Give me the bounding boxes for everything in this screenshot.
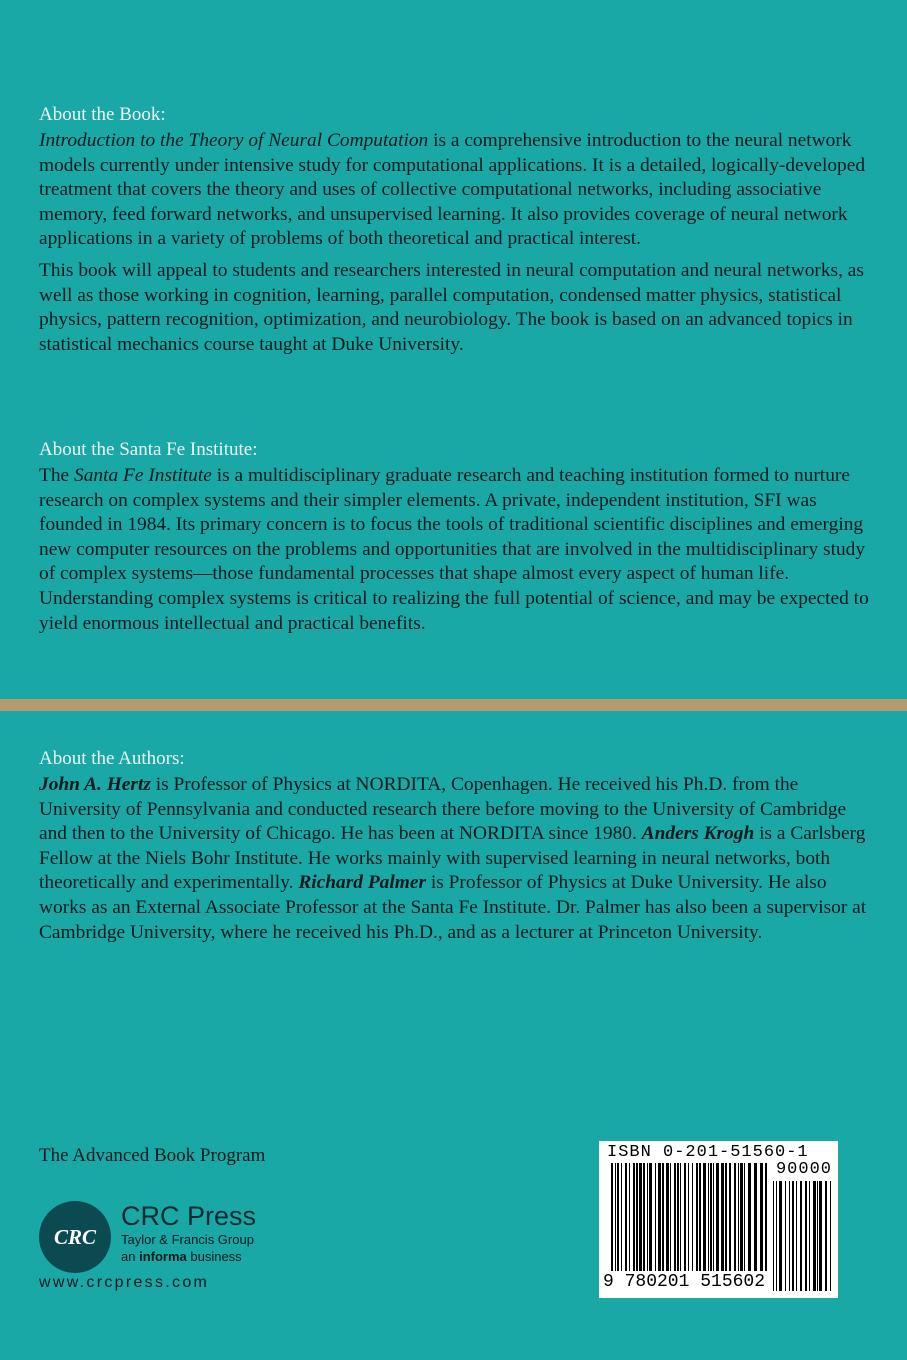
publisher-block	[121, 1201, 256, 1265]
publisher-group: Taylor & Francis Group	[121, 1232, 254, 1247]
author-krogh-bio: is a Carlsberg Fellow at the Niels Bohr Institute. He works mainly with supervised learning in neural networks, both theoretically and experimentally.	[39, 823, 866, 894]
about-book-section	[39, 103, 877, 364]
advanced-book-program: The Advanced Book Program	[39, 1145, 266, 1166]
author-krogh: Anders Krogh	[641, 823, 755, 845]
section-divider	[0, 699, 907, 711]
about-sfi-section	[39, 438, 877, 643]
about-book-heading: About the Book:	[39, 104, 166, 125]
sfi-lead-text: The	[39, 465, 74, 486]
publisher-informa	[121, 1249, 256, 1265]
informa-prefix: an	[121, 1249, 140, 1264]
sfi-name: Santa Fe Institute	[74, 465, 212, 486]
about-authors-section	[39, 747, 877, 952]
crc-logo-icon	[39, 1201, 111, 1273]
about-authors-paragraph	[39, 773, 877, 945]
publisher-name: CRC Press	[121, 1201, 257, 1231]
publisher-website: www.crcpress.com	[39, 1274, 210, 1291]
author-palmer-bio: is Professor of Physics at Duke University. He also works as an External Associate Professor at the Santa Fe Institute. Dr. Palmer has also been a supervisor at Cambridge University, where he received his Ph.D., and as a lecturer at Princeton University.	[39, 872, 867, 943]
sfi-rest-text: is a multidisciplinary graduate research and teaching institution formed to nurture research on complex systems and their simpler elements. A private, independent institution, SFI was founded in 1984. Its primary concern is to focus the tools of traditional scientific disciplines and emerging new computer resources on the problems and opportunities that are involved in the multidisciplinary study of complex systems—those fundamental processes that shape almost every aspect of human life. Understanding complex systems is critical to realizing the full potential of science, and may be expected to yield enormous intellectual and practical benefits.	[39, 465, 869, 634]
author-hertz-bio: is Professor of Physics at NORDITA, Copenhagen. He received his Ph.D. from the University of Pennsylvania and conducted research there before moving to the University of Cambridge and then to the University of Chicago. He has been at NORDITA since 1980.	[39, 774, 847, 845]
book-title: Introduction to the Theory of Neural Computation	[39, 130, 429, 151]
informa-brand: informa	[139, 1249, 187, 1264]
ean-number: 9 780201 515602	[603, 1272, 766, 1292]
about-authors-heading: About the Authors:	[39, 748, 185, 769]
barcode-box	[599, 1141, 838, 1298]
about-book-paragraph-2: This book will appeal to students and researchers interested in neural computation and neural networks, as well as those working in cognition, learning, parallel computation, condensed matter physics, statistical physics, pattern recognition, optimization, and neurobiology. The book is based on an advanced topics in statistical mechanics course taught at Duke University.	[39, 259, 864, 355]
crc-logo-text: CRC	[53, 1224, 97, 1249]
author-hertz: John A. Hertz	[39, 774, 151, 795]
about-book-paragraph-1	[39, 129, 877, 252]
about-book-paragraph-1-text: is a comprehensive introduction to the neural network models currently under intensive study for computational applications. It is a detailed, logically-developed treatment that covers the theory and uses of collective computational networks, including associative memory, feed forward networks, and unsupervised learning. It also provides coverage of neural network applications in a variety of problems of both theoretical and practical interest.	[39, 130, 866, 250]
informa-suffix: business	[186, 1249, 242, 1264]
about-sfi-paragraph	[39, 464, 877, 636]
author-palmer: Richard Palmer	[298, 872, 427, 894]
barcode-addon-text: 90000	[775, 1160, 832, 1179]
isbn-text: ISBN 0-201-51560-1	[607, 1143, 809, 1162]
about-sfi-heading: About the Santa Fe Institute:	[39, 439, 258, 460]
